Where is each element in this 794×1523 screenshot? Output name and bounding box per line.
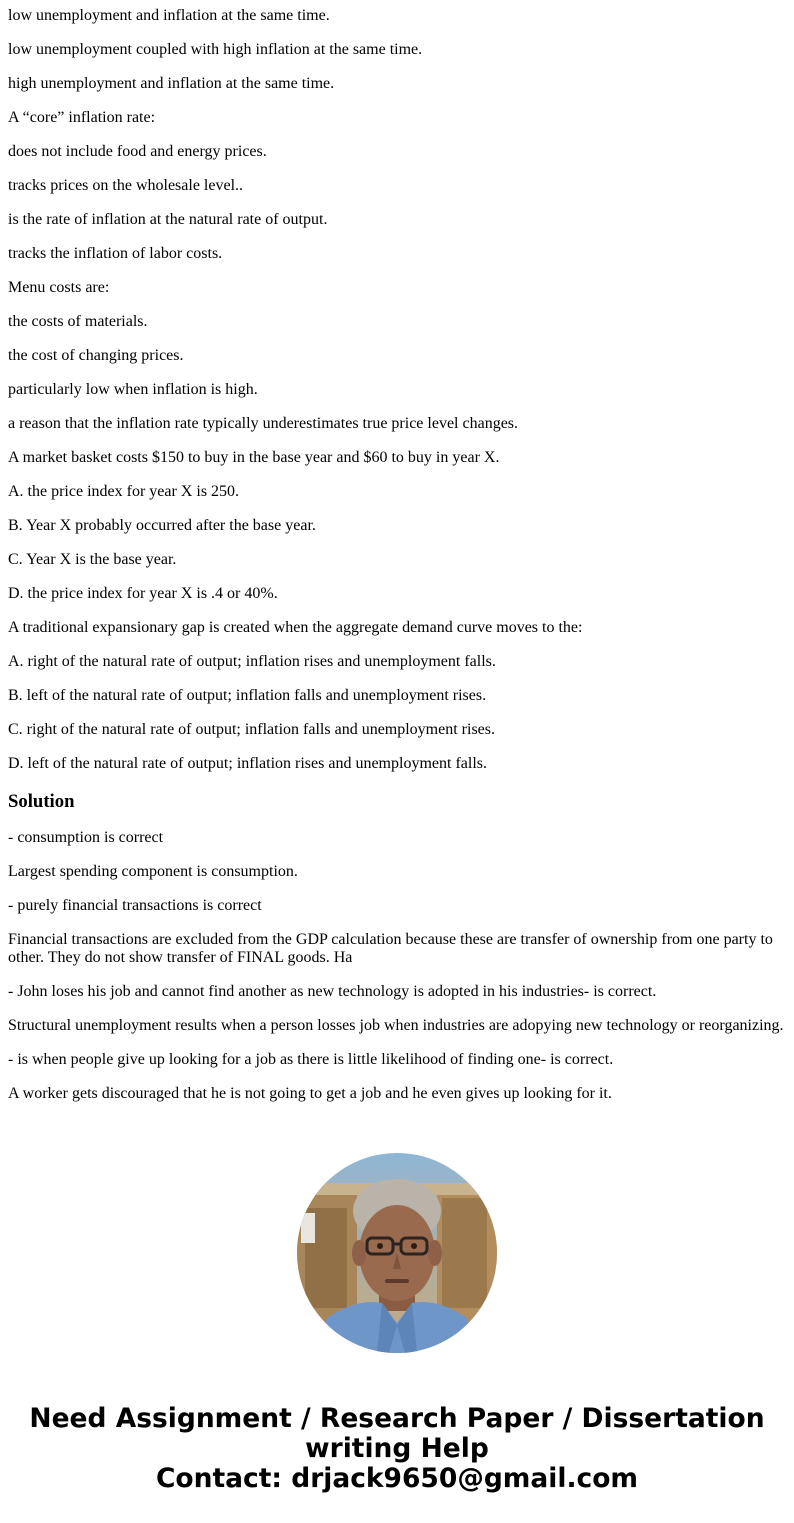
question-line: A traditional expansionary gap is created when the aggregate demand curve moves to the:: [8, 619, 583, 636]
solution-line: A worker gets discouraged that he is not going to get a job and he even gives up looking for it.: [8, 1085, 612, 1102]
question-line: low unemployment and inflation at the same time.: [8, 7, 330, 24]
question-line: A. right of the natural rate of output; inflation rises and unemployment falls.: [8, 653, 496, 670]
question-line: tracks the inflation of labor costs.: [8, 245, 223, 262]
solution-line: Largest spending component is consumption.: [8, 863, 298, 880]
solution-line: Structural unemployment results when a person losses job when industries are adopying new technology or reorganizing.: [8, 1017, 784, 1034]
promo-line-1: Need Assignment / Research Paper / Dissertation: [29, 1403, 765, 1434]
question-line: low unemployment coupled with high inflation at the same time.: [8, 41, 423, 58]
solution-heading: Solution: [8, 791, 75, 812]
question-line: B. Year X probably occurred after the base year.: [8, 517, 316, 534]
question-line: C. Year X is the base year.: [8, 551, 177, 568]
question-line: A. the price index for year X is 250.: [8, 483, 240, 500]
question-line: D. the price index for year X is .4 or 40%.: [8, 585, 278, 602]
document-body: [8, 0, 786, 1111]
author-avatar: [297, 1153, 497, 1353]
question-line: A “core” inflation rate:: [8, 109, 156, 126]
question-line: Menu costs are:: [8, 279, 110, 296]
promo-contact: Contact: drjack9650@gmail.com: [155, 1463, 639, 1494]
promo-banner: [0, 1404, 794, 1494]
question-line: B. left of the natural rate of output; inflation falls and unemployment rises.: [8, 687, 487, 704]
solution-line: - John loses his job and cannot find another as new technology is adopted in his industries- is correct.: [8, 983, 657, 1000]
question-line: the costs of materials.: [8, 313, 148, 330]
promo-line-2: writing Help: [305, 1433, 489, 1464]
author-photo: [297, 1153, 497, 1353]
solution-line: - purely financial transactions is correct: [8, 897, 262, 914]
question-line: A market basket costs $150 to buy in the base year and $60 to buy in year X.: [8, 449, 500, 466]
question-line: does not include food and energy prices.: [8, 143, 267, 160]
question-line: particularly low when inflation is high.: [8, 381, 258, 398]
question-line: tracks prices on the wholesale level..: [8, 177, 244, 194]
question-line: D. left of the natural rate of output; inflation rises and unemployment falls.: [8, 755, 487, 772]
question-line: a reason that the inflation rate typically underestimates true price level changes.: [8, 415, 519, 432]
question-line: is the rate of inflation at the natural rate of output.: [8, 211, 328, 228]
question-list: [8, 0, 786, 781]
solution-line: - is when people give up looking for a job as there is little likelihood of finding one- is correct.: [8, 1051, 614, 1068]
question-line: high unemployment and inflation at the same time.: [8, 75, 335, 92]
solution-list: [8, 821, 786, 1111]
question-line: C. right of the natural rate of output; inflation falls and unemployment rises.: [8, 721, 495, 738]
solution-line: Financial transactions are excluded from the GDP calculation because these are transfer of ownership from one party to other. They do not show transfer of FINAL goods. Ha: [8, 931, 773, 966]
solution-line: - consumption is correct: [8, 829, 164, 846]
question-line: the cost of changing prices.: [8, 347, 184, 364]
